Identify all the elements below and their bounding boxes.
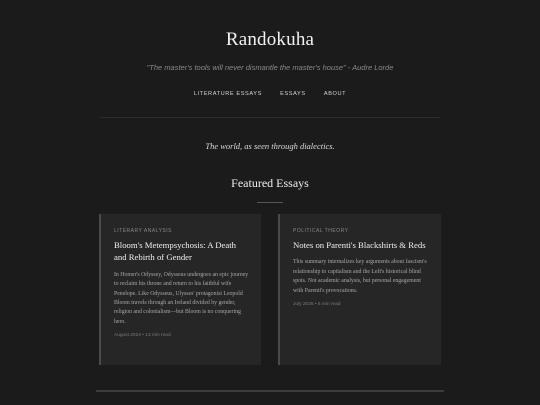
nav-item-about[interactable]: ABOUT: [323, 91, 347, 97]
card-meta: July 2025 • 6 min read: [293, 302, 341, 308]
site-motto: The world, as seen through dialectics.: [205, 141, 335, 151]
card-title[interactable]: Bloom's Metempsychosis: A Death and Rebirth of Gender: [114, 240, 236, 263]
site-title[interactable]: Randokuha: [225, 29, 315, 50]
essay-card-blooms-metempsychosis[interactable]: [99, 214, 261, 365]
featured-heading-underline: [257, 202, 283, 203]
card-category: LITERARY ANALYSIS: [114, 228, 172, 234]
site-tagline: "The master's tools will never dismantle the master's house" - Audre Lorde: [146, 63, 394, 72]
card-meta: August 2024 • 13 min read: [114, 333, 171, 339]
card-category: POLITICAL THEORY: [293, 228, 349, 234]
featured-heading: Featured Essays: [231, 176, 309, 190]
essay-card-parenti-notes[interactable]: [278, 214, 441, 365]
card-excerpt: In Homer's Odyssey, Odysseus undergoes an epic journey to reclaim his throne and return to his faithful wife Penelope. Like Odysseus, Ulysses' protagonist Leopold Bloom travels through an Ireland divided by gender, religion and colonialism—but Bloom is no conquering hero.: [114, 271, 249, 325]
footer-divider: [96, 390, 444, 392]
main-nav: [0, 91, 540, 97]
nav-item-literature-essays[interactable]: LITERATURE ESSAYS: [193, 91, 262, 97]
header-divider: [100, 117, 440, 118]
card-title[interactable]: Notes on Parenti's Blackshirts & Reds: [293, 240, 426, 250]
nav-item-essays[interactable]: ESSAYS: [280, 91, 306, 97]
card-excerpt: This summary internalizes key arguments about fascism's relationship to capitalism and the Left's historical blind spots. Not academic analysis, but personal engagement with Parenti's provocations.: [293, 259, 427, 294]
